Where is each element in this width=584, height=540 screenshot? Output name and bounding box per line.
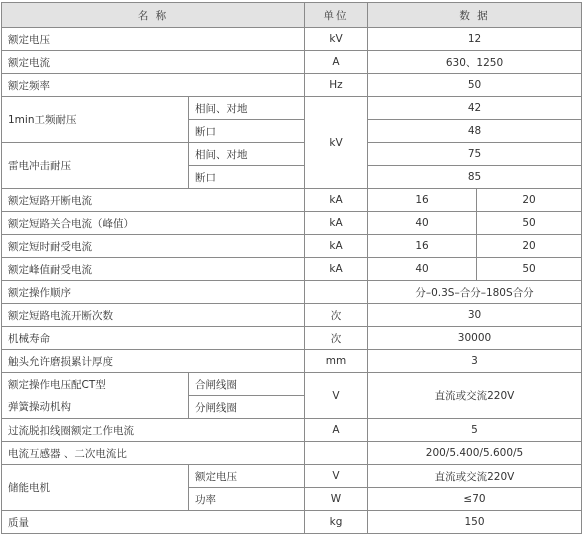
- row-name: [2, 373, 189, 419]
- row-unit: kV: [305, 97, 368, 189]
- row-name-line1: 额定操作电压配CT型: [8, 378, 106, 391]
- row-value: 分–0.3S–合分–180S合分: [368, 281, 582, 304]
- table-row: [2, 97, 582, 120]
- row-name-line2: 弹簧操动机构: [8, 400, 71, 413]
- table-row: [2, 235, 582, 258]
- row-unit: V: [305, 465, 368, 488]
- table-row: [2, 143, 582, 166]
- row-value: 48: [368, 120, 582, 143]
- row-name: 1min工频耐压: [2, 97, 189, 143]
- row-subname: 断口: [189, 120, 305, 143]
- row-subname: 功率: [189, 488, 305, 511]
- row-name: 触头允许磨损累计厚度: [2, 350, 305, 373]
- spec-table: [1, 2, 582, 534]
- row-value-b: 50: [477, 258, 582, 281]
- row-name: 储能电机: [2, 465, 189, 511]
- row-value: 30000: [368, 327, 582, 350]
- row-value: ≤70: [368, 488, 582, 511]
- header-data: 数 据: [368, 3, 582, 28]
- table-row: [2, 511, 582, 534]
- row-value-a: 16: [368, 235, 477, 258]
- row-name: 雷电冲击耐压: [2, 143, 189, 189]
- table-row: [2, 442, 582, 465]
- row-name: 质量: [2, 511, 305, 534]
- row-subname: 分闸线圈: [189, 396, 305, 419]
- row-name: 额定峰值耐受电流: [2, 258, 305, 281]
- row-unit: [305, 442, 368, 465]
- row-subname: 相间、对地: [189, 97, 305, 120]
- row-name: 额定短路电流开断次数: [2, 304, 305, 327]
- row-name: 额定操作顺序: [2, 281, 305, 304]
- row-value: 5: [368, 419, 582, 442]
- table-row: [2, 189, 582, 212]
- table-row: [2, 281, 582, 304]
- row-name: 额定短路关合电流（峰值）: [2, 212, 305, 235]
- row-name: 额定频率: [2, 74, 305, 97]
- table-row: [2, 327, 582, 350]
- row-unit: kA: [305, 189, 368, 212]
- row-value: 150: [368, 511, 582, 534]
- row-unit: 次: [305, 327, 368, 350]
- table-row: [2, 419, 582, 442]
- row-name: 过流脱扣线圈额定工作电流: [2, 419, 305, 442]
- row-value: 630、1250: [368, 51, 582, 74]
- row-name: 机械寿命: [2, 327, 305, 350]
- row-name: 额定短路开断电流: [2, 189, 305, 212]
- table-row: [2, 258, 582, 281]
- row-value: 30: [368, 304, 582, 327]
- row-value: 50: [368, 74, 582, 97]
- row-unit: W: [305, 488, 368, 511]
- row-subname: 断口: [189, 166, 305, 189]
- row-unit: [305, 281, 368, 304]
- row-value: 直流或交流220V: [368, 373, 582, 419]
- row-value: 42: [368, 97, 582, 120]
- header-row: [2, 3, 582, 28]
- row-unit: 次: [305, 304, 368, 327]
- row-name: 额定电压: [2, 28, 305, 51]
- row-unit: mm: [305, 350, 368, 373]
- header-unit: 单位: [305, 3, 368, 28]
- row-value: 3: [368, 350, 582, 373]
- row-unit: kA: [305, 258, 368, 281]
- row-value-a: 16: [368, 189, 477, 212]
- row-value: 12: [368, 28, 582, 51]
- row-name: 电流互感器 、二次电流比: [2, 442, 305, 465]
- row-unit: A: [305, 51, 368, 74]
- table-row: [2, 373, 582, 396]
- row-unit: A: [305, 419, 368, 442]
- row-name: 额定电流: [2, 51, 305, 74]
- row-value: 直流或交流220V: [368, 465, 582, 488]
- table-row: [2, 465, 582, 488]
- table-row: [2, 28, 582, 51]
- row-value: 200/5.400/5.600/5: [368, 442, 582, 465]
- row-unit: kV: [305, 28, 368, 51]
- row-unit: Hz: [305, 74, 368, 97]
- row-value-b: 50: [477, 212, 582, 235]
- table-row: [2, 51, 582, 74]
- row-value: 85: [368, 166, 582, 189]
- row-name: 额定短时耐受电流: [2, 235, 305, 258]
- row-unit: V: [305, 373, 368, 419]
- row-subname: 相间、对地: [189, 143, 305, 166]
- row-unit: kA: [305, 212, 368, 235]
- row-unit: kA: [305, 235, 368, 258]
- header-name: 名 称: [2, 3, 305, 28]
- row-value-b: 20: [477, 235, 582, 258]
- row-subname: 合闸线圈: [189, 373, 305, 396]
- row-value-a: 40: [368, 258, 477, 281]
- row-unit: kg: [305, 511, 368, 534]
- row-value: 75: [368, 143, 582, 166]
- row-value-a: 40: [368, 212, 477, 235]
- table-row: [2, 304, 582, 327]
- table-row: [2, 350, 582, 373]
- row-value-b: 20: [477, 189, 582, 212]
- row-subname: 额定电压: [189, 465, 305, 488]
- table-row: [2, 212, 582, 235]
- table-row: [2, 74, 582, 97]
